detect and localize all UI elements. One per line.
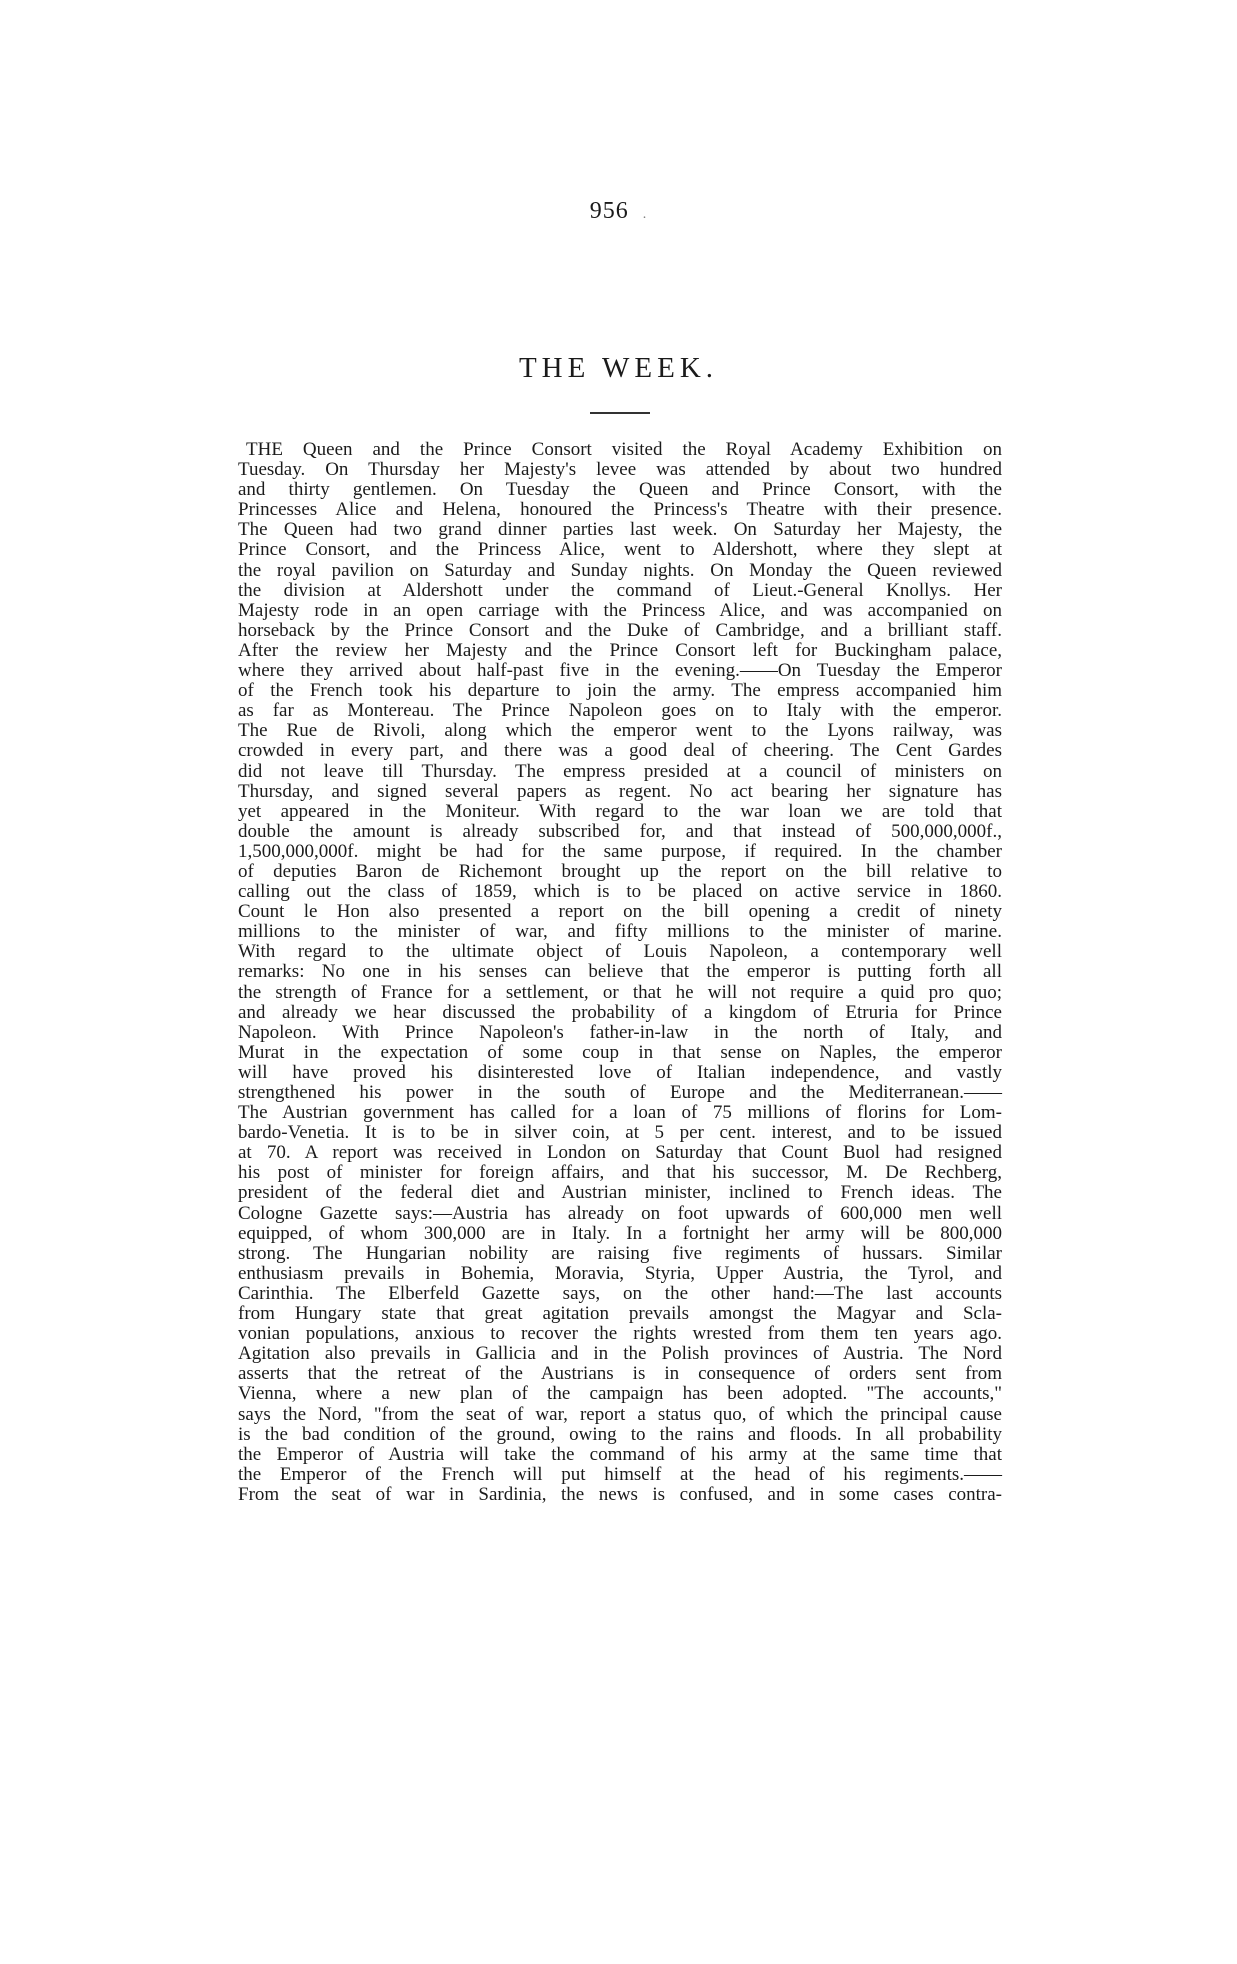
- text-line: of deputies Baron de Richemont brought up the report on the bill relative to: [238, 860, 1002, 882]
- text-line: Vienna, where a new plan of the campaign has been adopted. "The accounts,": [238, 1383, 1002, 1405]
- text-line: yet appeared in the Moniteur. With regard to the war loan we are told that: [238, 800, 1002, 822]
- text-line: did not leave till Thursday. The empress presided at a council of ministers on: [238, 760, 1002, 782]
- text-line: as far as Montereau. The Prince Napoleon goes on to Italy with the emperor.: [238, 700, 1002, 722]
- text-line: of the French took his departure to join the army. The empress accompanied him: [238, 680, 1002, 702]
- text-line: Murat in the expectation of some coup in that sense on Naples, the emperor: [238, 1041, 1002, 1063]
- text-line: vonian populations, anxious to recover the rights wrested from them ten years ago.: [238, 1323, 1002, 1345]
- text-line: Count le Hon also presented a report on the bill opening a credit of ninety: [238, 901, 1002, 923]
- text-line: the strength of France for a settlement, or that he will not require a quid pro quo;: [238, 981, 1002, 1003]
- text-line: enthusiasm prevails in Bohemia, Moravia, Styria, Upper Austria, the Tyrol, and: [238, 1262, 1002, 1284]
- text-line: the Emperor of Austria will take the command of his army at the same time that: [238, 1443, 1002, 1465]
- text-line: Carinthia. The Elberfeld Gazette says, on the other hand:—The last accounts: [238, 1282, 1002, 1304]
- text-line: double the amount is already subscribed for, and that instead of 500,000,000f.,: [238, 820, 1002, 842]
- article-title: THE WEEK.: [518, 352, 719, 384]
- text-line: is the bad condition of the ground, owing to the rains and floods. In all probability: [238, 1423, 1002, 1445]
- text-line: from Hungary state that great agitation prevails amongst the Magyar and Scla-: [238, 1303, 1002, 1325]
- text-line: president of the federal diet and Austrian minister, inclined to French ideas. The: [238, 1182, 1002, 1204]
- article-body: [238, 440, 1002, 1505]
- text-line: and already we hear discussed the probability of a kingdom of Etruria for Prince: [238, 1001, 1002, 1023]
- text-line: strengthened his power in the south of Europe and the Mediterranean.——: [238, 1082, 1002, 1103]
- text-line: where they arrived about half-past five in the evening.——On Tuesday the Emperor: [238, 660, 1002, 682]
- text-line: bardo-Venetia. It is to be in silver coin, at 5 per cent. interest, and to be issued: [238, 1122, 1002, 1144]
- text-line: The Rue de Rivoli, along which the emperor went to the Lyons railway, was: [238, 720, 1002, 742]
- text-line: the division at Aldershott under the command of Lieut.-General Knollys. Her: [238, 579, 1002, 601]
- page-number-value: 956: [589, 198, 629, 224]
- text-line: will have proved his disinterested love of Italian independence, and vastly: [238, 1061, 1002, 1083]
- text-line: remarks: No one in his senses can believe that the emperor is putting forth all: [238, 961, 1002, 983]
- text-line: the Emperor of the French will put himself at the head of his regiments.——: [238, 1463, 1002, 1485]
- text-line: From the seat of war in Sardinia, the news is confused, and in some cases contra-: [238, 1483, 1002, 1505]
- text-line: Tuesday. On Thursday her Majesty's levee was attended by about two hundred: [238, 459, 1002, 481]
- text-line: THE Queen and the Prince Consort visited the Royal Academy Exhibition on: [246, 439, 1002, 460]
- text-line: Napoleon. With Prince Napoleon's father-in-law in the north of Italy, and: [238, 1021, 1002, 1043]
- text-line: After the review her Majesty and the Prince Consort left for Buckingham palace,: [238, 639, 1002, 661]
- text-line: Princesses Alice and Helena, honoured the Princess's Theatre with their presence.: [238, 499, 1002, 521]
- text-line: 1,500,000,000f. might be had for the same purpose, if required. In the chamber: [238, 840, 1002, 862]
- text-line: strong. The Hungarian nobility are raising five regiments of hussars. Similar: [238, 1242, 1002, 1264]
- page-mark: .: [642, 207, 648, 222]
- text-line: With regard to the ultimate object of Louis Napoleon, a contemporary well: [238, 941, 1002, 963]
- text-line: The Queen had two grand dinner parties last week. On Saturday her Majesty, the: [238, 519, 1002, 541]
- text-line: Cologne Gazette says:—Austria has already on foot upwards of 600,000 men well: [238, 1202, 1002, 1224]
- text-line: Prince Consort, and the Princess Alice, went to Aldershott, where they slept at: [238, 539, 1002, 561]
- text-line: crowded in every part, and there was a good deal of cheering. The Cent Gardes: [238, 740, 1002, 762]
- text-line: Agitation also prevails in Gallicia and in the Polish provinces of Austria. The Nord: [238, 1343, 1002, 1365]
- text-line: millions to the minister of war, and fifty millions to the minister of marine.: [238, 921, 1002, 943]
- text-line: calling out the class of 1859, which is to be placed on active service in 1860.: [238, 881, 1002, 903]
- text-line: Thursday, and signed several papers as regent. No act bearing her signature has: [238, 780, 1002, 802]
- text-line: The Austrian government has called for a loan of 75 millions of florins for Lom-: [238, 1102, 1002, 1124]
- text-line: asserts that the retreat of the Austrians is in consequence of orders sent from: [238, 1363, 1002, 1385]
- page-number: [0, 198, 1237, 225]
- text-line: equipped, of whom 300,000 are in Italy. In a fortnight her army will be 800,000: [238, 1222, 1002, 1244]
- text-line: and thirty gentlemen. On Tuesday the Queen and Prince Consort, with the: [238, 479, 1002, 501]
- text-line: Majesty rode in an open carriage with the Princess Alice, and was accompanied on: [238, 599, 1002, 621]
- text-line: horseback by the Prince Consort and the Duke of Cambridge, and a brilliant staff.: [238, 619, 1002, 641]
- text-line: says the Nord, "from the seat of war, report a status quo, of which the principal cause: [238, 1403, 1002, 1425]
- text-line: his post of minister for foreign affairs, and that his successor, M. De Rechberg,: [238, 1162, 1002, 1184]
- text-line: at 70. A report was received in London on Saturday that Count Buol had resigned: [238, 1142, 1002, 1164]
- title-rule: [590, 412, 650, 414]
- text-line: the royal pavilion on Saturday and Sunday nights. On Monday the Queen reviewed: [238, 559, 1002, 581]
